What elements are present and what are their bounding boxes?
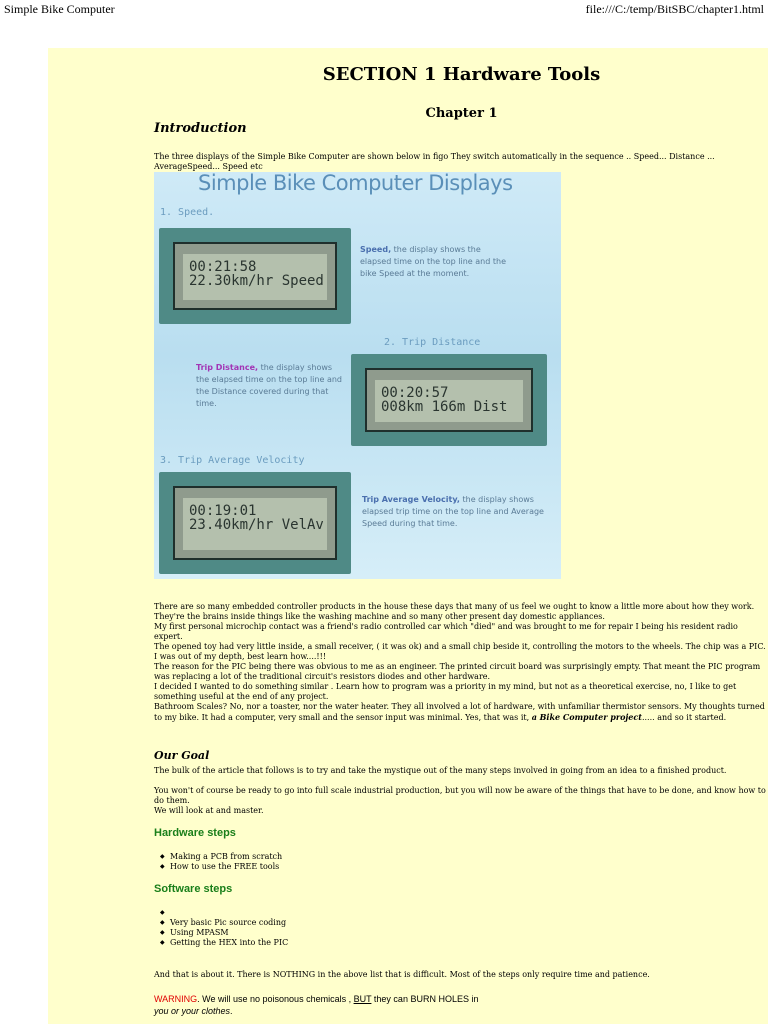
body-paragraph-2: My first personal microchip contact was a friend's radio controlled car which "died" and was brought to me for repair I being his resident radio expert. [154,622,738,641]
panel2-lcd-photo [351,354,547,446]
panel3-description: Trip Average Velocity, the display shows elapsed trip time on the top line and Average Speed during that time. [362,495,544,528]
panel2-lcd-line1: 00:20:57 [381,385,449,401]
warning-note: WARNING. We will use no poisonous chemicals , BUT they can BURN HOLES in you or your clothes. [154,994,479,1016]
intro-paragraph: The three displays of the Simple Bike Computer are shown below in figo They switch automatically in the sequence .. Speed... Distance ... AverageSpeed... Speed etc [154,152,715,171]
panel3-label: 3. Trip Average Velocity [160,455,305,466]
document-url: file:///C:/temp/BitSBC/chapter1.html [585,2,764,16]
body-paragraph-5: I decided I wanted to do something similar . Learn how to program was a priority in my mind, but not as a theoretical exercise, no, I like to get something useful at the end of any project. [154,682,737,701]
list-item: ◆ Making a PCB from scratch [154,852,282,862]
software-steps-heading: Software steps [154,883,233,895]
page-body [48,48,768,1024]
panel1-label: 1. Speed. [160,207,215,218]
list-item: ◆ How to use the FREE tools [154,862,282,872]
warning-label: WARNING [154,994,198,1004]
document-title: Simple Bike Computer [4,2,115,16]
section-title: SECTION 1 Hardware Tools [322,64,601,85]
bike-project-emphasis: a Bike Computer project [531,712,642,722]
introduction-heading: Introduction [154,121,247,136]
panel1-lcd-line2: 22.30km/hr Speed [189,273,324,289]
figure-title: Simple Bike Computer Displays [198,172,513,195]
list-item: ◆ Getting the HEX into the PIC [154,938,288,948]
panel3-lcd-photo [159,472,351,574]
body-paragraph-4: The reason for the PIC being there was obvious to me as an engineer. The printed circuit board was surprisingly empty. That meant the PIC program was replacing a lot of the traditional circuit's resistors diodes and other hardware. [154,662,761,681]
list-item: ◆ Very basic Pic source coding [154,918,288,928]
panel2-lcd-line2: 008km 166m Dist [381,399,508,415]
panel2-label: 2. Trip Distance [384,337,481,348]
list-item [154,908,288,918]
goal-paragraph-1: The bulk of the article that follows is to try and take the mystique out of the many steps involved in going from an idea to a finished product. [154,766,727,775]
print-header [0,0,768,20]
body-paragraph-3: The opened toy had very little inside, a small receiver, ( it was ok) and a small chip beside it, controlling the motors to the wheels. The chip was a PIC. I was out of my depth, best learn how....!!! [154,642,766,661]
goal-paragraph-3: We will look at and master. [154,806,264,815]
body-paragraph-6: Bathroom Scales? No, nor a toaster, nor the water heater. They all involved a lot of hardware, with unfamiliar thermistor sensors. My thoughts turned to my bike. It had a computer, very small and the sensor input was minimal. Yes, that was it, a Bike Computer project..... and so it started. [154,702,765,722]
panel1-description: Speed, the display shows the elapsed time on the top line and the bike Speed at the moment. [360,245,506,278]
panel1-lcd-photo [159,228,351,324]
goal-paragraph-2: You won't of course be ready to go into full scale industrial production, but you will now be aware of the things that have to be done, and know how to do them. [154,786,766,805]
displays-figure [154,172,561,579]
hardware-steps-list [154,852,282,872]
hardware-steps-heading: Hardware steps [154,827,236,839]
software-steps-list [154,908,288,948]
panel3-lcd-line1: 00:19:01 [189,503,257,519]
our-goal-heading: Our Goal [154,749,210,762]
body-paragraph-1: There are so many embedded controller products in the house these days that many of us feel we ought to know a little more about how they work. They're the brains inside things like the washing machine and so many other present day domestic appliances. [154,602,755,621]
closing-paragraph: And that is about it. There is NOTHING in the above list that is difficult. Most of the steps only require time and patience. [154,970,650,979]
chapter-title: Chapter 1 [425,106,498,121]
panel3-lcd-line2: 23.40km/hr VelAv [189,517,324,533]
panel1-lcd-line1: 00:21:58 [189,259,257,275]
panel2-description: Trip Distance, the display shows the elapsed time on the top line and the Distance covered during that time. [196,363,342,408]
list-item: ◆ Using MPASM [154,928,288,938]
